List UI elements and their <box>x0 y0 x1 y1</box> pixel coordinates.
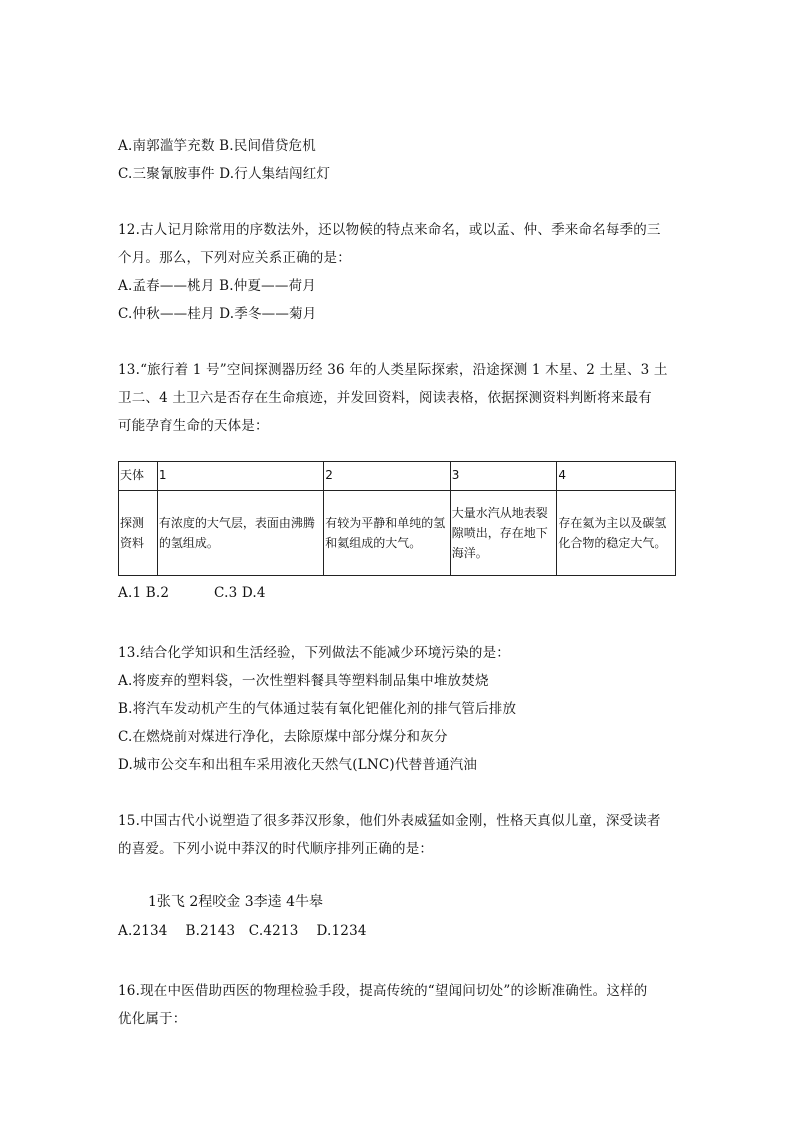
table-cell: 有较为平静和单纯的氢和氦组成的大气。 <box>324 491 451 576</box>
q13b-option-b: B.将汽车发动机产生的气体通过装有氧化钯催化剂的排气管后排放 <box>118 701 517 717</box>
q16-stem-line-2: 优化属于： <box>118 1011 187 1027</box>
q13a-stem-line-1: 13.“旅行着 1 号”空间探测器历经 36 年的人类星际探索，沿途探测 1 木星、2 土星、3 土 <box>118 362 668 378</box>
q12-options-ab: A.孟春——桃月 B.仲夏——荷月 <box>118 278 316 294</box>
table-header-row <box>119 462 676 491</box>
q13b-stem: 13.结合化学知识和生活经验，下列做法不能减少环境污染的是： <box>118 645 510 661</box>
table-cell: 大量水汽从地表裂隙喷出，存在地下海洋。 <box>450 491 557 576</box>
table-header-cell: 3 <box>450 462 557 491</box>
q13a-stem-line-2: 卫二、4 土卫六是否存在生命痕迹，并发回资料，阅读表格，依据探测资料判断将来最有 <box>118 390 652 406</box>
table-row-label: 探测资料 <box>119 491 158 576</box>
table-cell: 有浓度的大气层，表面由沸腾的氢组成。 <box>157 491 323 576</box>
q12-options-cd: C.仲秋——桂月 D.季冬——菊月 <box>118 306 317 322</box>
q16-stem-line-1: 16.现在中医借助西医的物理检验手段，提高传统的“望闻问切处”的诊断准确性。这样的 <box>118 983 648 999</box>
q15-stem-line-1: 15.中国古代小说塑造了很多莽汉形象，他们外表威猛如金刚，性格天真似儿童，深受读者 <box>118 813 661 829</box>
q13a-options: A.1 B.2 C.3 D.4 <box>118 585 266 601</box>
q11-options-ab: A.南郭滥竽充数 B.民间借贷危机 <box>118 138 316 154</box>
q15-options: A.2134 B.2143 C.4213 D.1234 <box>118 923 367 939</box>
q15-stem-line-2: 的喜爱。下列小说中莽汉的时代顺序排列正确的是： <box>118 841 434 857</box>
q12-stem-line-1: 12.古人记月除常用的序数法外，还以物候的特点来命名，或以孟、仲、季来命名每季的三 <box>118 222 661 238</box>
table-cell: 存在氦为主以及碳氢化合物的稳定大气。 <box>557 491 676 576</box>
table-header-cell: 4 <box>557 462 676 491</box>
table-header-cell: 2 <box>324 462 451 491</box>
q13b-option-c: C.在燃烧前对煤进行净化，去除原煤中部分煤分和灰分 <box>118 729 448 745</box>
q11-options-cd: C.三聚氰胺事件 D.行人集结闯红灯 <box>118 166 331 182</box>
q13a-stem-line-3: 可能孕育生命的天体是： <box>118 418 269 434</box>
q15-name-list: 1张飞 2程咬金 3李逵 4牛皋 <box>148 894 323 910</box>
q13b-option-a: A.将废弃的塑料袋，一次性塑料餐具等塑料制品集中堆放焚烧 <box>118 673 489 689</box>
table-row <box>119 491 676 576</box>
q12-stem-line-2: 个月。那么，下列对应关系正确的是： <box>118 250 351 266</box>
table-header-cell: 天体 <box>119 462 158 491</box>
table-header-cell: 1 <box>157 462 323 491</box>
celestial-data-table <box>118 461 676 576</box>
q13b-option-d: D.城市公交车和出租车采用液化天然气(LNC)代替普通汽油 <box>118 757 478 773</box>
